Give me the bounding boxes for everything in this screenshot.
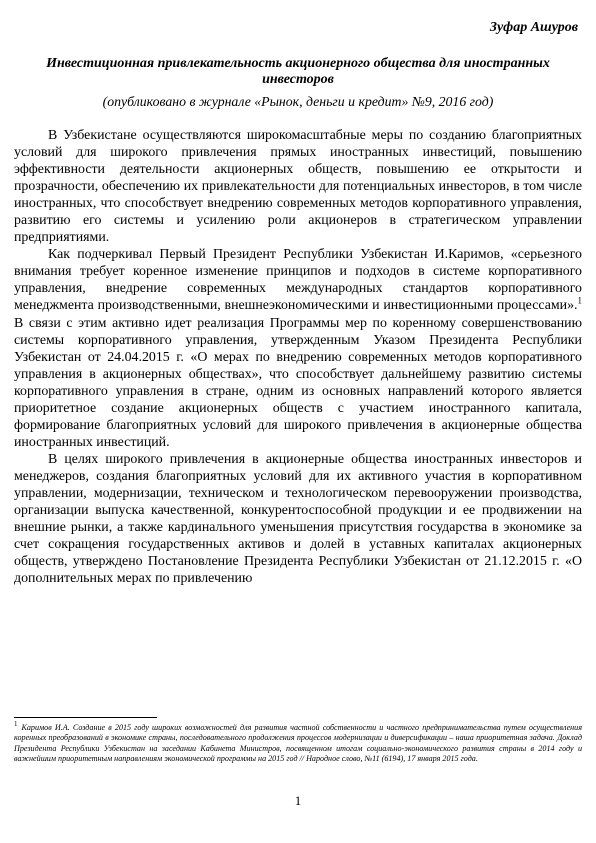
paragraph-2: [14, 246, 582, 451]
footnote-separator: [14, 717, 157, 718]
article-body: [14, 127, 582, 587]
paragraph-2-rest: В связи с этим активно идет реализация Программы мер по коренному совершенствованию системы корпоративного управления, утвержденным Указом Президента Республики Узбекистан от 24.04.2015 г. «О мерах по внедрению современных методов корпоративного управления в акционерных обществах», что способствует дальнейшему развитию системы корпоративного управления в стране, одним из основных направлений которого является приоритетное создание акционерных обществ с участием иностранного капитала, формирование благоприятных условий для широкого привлечения в акционерные общества иностранных инвестиций.: [14, 315, 582, 450]
footnote: [14, 720, 582, 765]
paragraph-3: В целях широкого привлечения в акционерные общества иностранных инвесторов и менеджеров, создания благоприятных условий для их активного участия в корпоративном управлении, модернизации, техническом и технологическом перевооружении производства, организации выпуска качественной, конкурентоспособной продукции и ее продвижении на внешние рынки, а также кардинального уменьшения присутствия государства в экономике за счет сокращения государственных активов и долей в уставных капиталах акционерных обществ, утверждено Постановление Президента Республики Узбекистан от 21.12.2015 г. «О дополнительных мерах по привлечению: [14, 451, 582, 587]
footnote-reference[interactable]: 1: [577, 295, 582, 306]
paragraph-2-quote: Как подчеркивал Первый Президент Республики Узбекистан И.Каримов, «серьезного внимания требует коренное изменение принципов и подходов в системе корпоративного управления, внедрение современных международных стандартов корпоративного менеджмента производственными, внешнеэкономическими и инвестиционными процессами».: [14, 247, 582, 314]
article-title: Инвестиционная привлекательность акционерного общества для иностранных инвесторов: [46, 56, 550, 87]
page-number: 1: [294, 793, 302, 808]
footnote-text: Каримов И.А. Создание в 2015 году широких возможностей для развития частной собственности и частного предпринимательства путем осуществления коренных преобразований в экономике страны, последовательного продолжения процессов модернизации и диверсификации – наша приоритетная задача. Доклад Президента Республики Узбекистан на заседании Кабинета Министров, посвященном итогам социально-экономического развития страны в 2014 году и важнейшим приоритетным направлениям экономической программы на 2015 год // Народное слово, №11 (6194), 17 января 2015 года.: [14, 723, 582, 764]
paragraph-1: В Узбекистане осуществляются широкомасштабные меры по созданию благоприятных условий для широкого привлечения прямых иностранных инвестиций, повышению эффективности деятельности акционерных обществ, повышению ее открытости и прозрачности, обеспечению их привлекательности для потенциальных инвесторов, в том числе иностранных, что способствует внедрению современных методов корпоративного управления, развитию его системы и усилению роли акционеров в стратегическом управлении предприятиями.: [14, 128, 582, 246]
publication-note: (опубликовано в журнале «Рынок, деньги и кредит» №9, 2016 год): [102, 94, 494, 109]
footnote-number: 1: [14, 720, 18, 729]
author-name: Зуфар Ашуров: [489, 20, 578, 35]
